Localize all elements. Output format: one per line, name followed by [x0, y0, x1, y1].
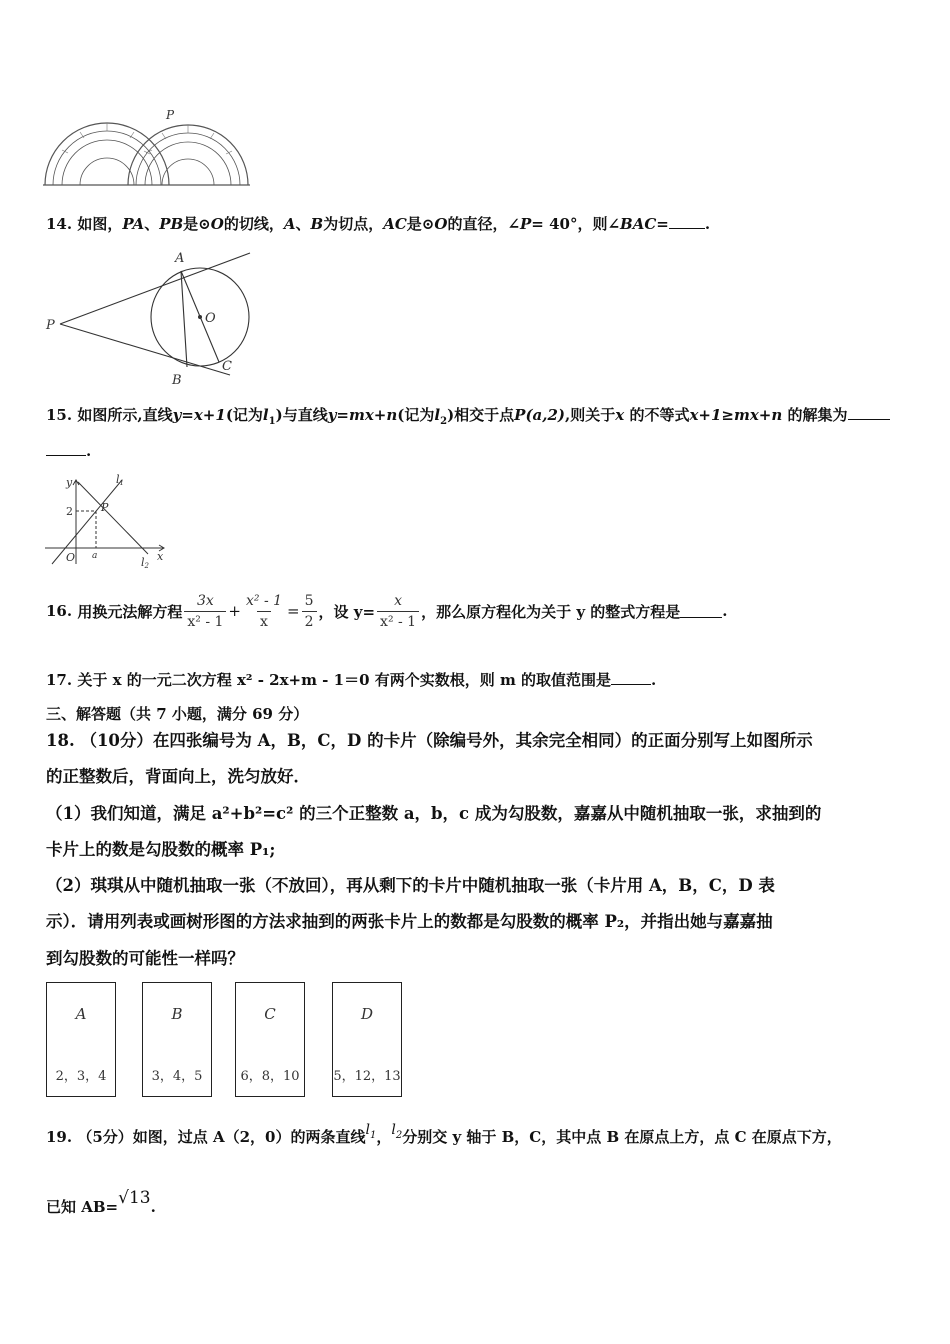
- protractor-label-p: P: [166, 108, 175, 122]
- q16-answer-blank[interactable]: [680, 605, 722, 618]
- q15-label-o: O: [66, 551, 76, 564]
- card-b: B 3，4，5: [142, 982, 212, 1097]
- q14-label-a: A: [175, 251, 185, 266]
- section-heading: 三、解答题（共 7 小题，满分 69 分）: [46, 705, 309, 723]
- card-c: C 6，8，10: [235, 982, 305, 1097]
- q18-line-4: 卡片上的数是勾股数的概率 P₁;: [46, 840, 276, 859]
- q15-label-x: x: [157, 550, 164, 563]
- q15-text-cont: .: [46, 442, 91, 460]
- q14-label-b: B: [172, 373, 182, 388]
- q17-answer-blank[interactable]: [611, 672, 651, 685]
- q14-figure: [40, 245, 260, 390]
- q14-text: 14. 如图，PA、PB是⊙O的切线，A、B为切点，AC是⊙O的直径，∠P= 40°，则∠BAC= .: [46, 215, 711, 233]
- q18-line-3: （1）我们知道，满足 a²+b²=c² 的三个正整数 a，b，c 成为勾股数，嘉嘉从中随机抽取一张，求抽到的: [46, 804, 822, 823]
- q17-text: 17. 关于 x 的一元二次方程 x² - 2x+m - 1＝0 有两个实数根，则 m 的取值范围是 .: [46, 671, 657, 689]
- q15-answer-blank-2[interactable]: [46, 443, 86, 456]
- q18-line-7: 到勾股数的可能性一样吗？: [46, 949, 244, 968]
- q15-label-l1: l1: [116, 473, 124, 487]
- q14-label-o: O: [205, 311, 216, 326]
- q15-label-2: 2: [66, 505, 73, 518]
- q15-label-l2: l2: [141, 556, 149, 570]
- q15-label-p: P: [101, 501, 109, 514]
- q15-text: 15. 如图所示,直线y=x+1(记为$l_1$)与直线y=mx+n(记为$l_2$)相交于点P(a,2),则关于x 的不等式x+1≥mx+n 的解集为: [46, 404, 890, 425]
- q15-label-y: y: [66, 476, 73, 489]
- q18-line-6: 示）．请用列表或画树形图的方法求抽到的两张卡片上的数都是勾股数的概率 P₂，并指出她与嘉嘉抽: [46, 912, 773, 931]
- q18-line-2: 的正整数后，背面向上，洗匀放好．: [46, 767, 310, 786]
- q15-figure: [40, 472, 175, 572]
- q14-label-p: P: [46, 318, 55, 333]
- q18-line-1: 18. （10分）在四张编号为 A，B，C，D 的卡片（除编号外，其余完全相同）的正面分别写上如图所示: [46, 731, 813, 750]
- card-a: A 2，3，4: [46, 982, 116, 1097]
- sqrt-13: √13: [118, 1188, 151, 1208]
- q15-label-a: a: [92, 551, 98, 561]
- q18-line-5: （2）琪琪从中随机抽取一张（不放回），再从剩下的卡片中随机抽取一张（卡片用 A，B，C，D 表: [46, 876, 775, 895]
- q16-fraction-2: $\frac{\text{x² - 1}}{x}$: [245, 592, 283, 630]
- q15-answer-blank-1[interactable]: [848, 407, 890, 420]
- q16-fraction-1: $\frac{3x}{\text{x² - 1}}$: [184, 593, 226, 630]
- q19-line-2: 已知 AB=√13.: [46, 1188, 156, 1216]
- q14-answer-blank[interactable]: [669, 216, 705, 229]
- q16-text: 16. 用换元法解方程 $\frac{3x}{\text{x² - 1}}$ + $\frac{\text{x² - 1}}{x}$ = $\frac{5}{2}$ ，设 y= $\frac{x}{\text{x² - 1}}$ ，那么原方程化为关于 y 的整式方程是 .: [46, 592, 728, 630]
- card-d: D 5，12，13: [332, 982, 402, 1097]
- q16-fraction-3: $\frac{5}{2}$: [302, 593, 317, 630]
- q16-fraction-4: $\frac{x}{\text{x² - 1}}$: [377, 593, 419, 630]
- q19-line-1: 19. （5分）如图，过点 A（2，0）的两条直线$l_1$，$l_2$分别交 y 轴于 B，C，其中点 B 在原点上方，点 C 在原点下方，: [46, 1122, 842, 1146]
- q14-label-c: C: [222, 359, 232, 374]
- protractor-figure: [40, 105, 255, 190]
